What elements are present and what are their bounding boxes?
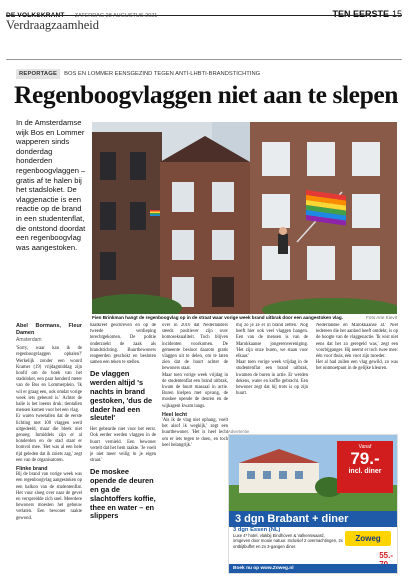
paragraph: mij zo je ze er in brand zetten.' Nog heeft hier ook veel vlaggen hangen. Een van de mensen is van de Marokkaanse jongerenvereniging. 'Het zijn onze buren, we staan voor elkaar.' bbox=[236, 323, 308, 360]
rubric-rule bbox=[6, 59, 402, 60]
subheading: Heel lecht bbox=[162, 411, 188, 418]
paragraph: haatkreet geschreven en op de tweede verdieping terechtgekomen. De politie onderzoekt de zaak als brandstichting. Buurtbewoners reageerden geschokt en besloten samen een teken te stellen. bbox=[90, 323, 156, 366]
price-value: 79.- bbox=[350, 449, 380, 468]
photo-credit: Foto Arie Kievit bbox=[366, 315, 397, 320]
rainbow-flag bbox=[306, 190, 346, 226]
column-3 bbox=[162, 323, 228, 575]
article-photo bbox=[92, 122, 397, 314]
advertisement-label: Advertentie bbox=[228, 429, 250, 434]
ad-footer-link[interactable]: Boek nu op www.Zoweg.nl bbox=[229, 564, 397, 573]
paragraph: 'Sorry, waar kan ik de regenboogvlaggen ophalen?' Werkelijk zonder een woord Kramer (19) vrijdagmiddag zijn hoofd om de hoek van het stadsloket, een paar honderd meter van de Bos en Lommerplein. 'Ik wil er graag een, ook omdat vorige week iets gebeurd is.' Achter de balie is het ineens druk: tientallen mensen komen voor het een vlag. bbox=[16, 346, 82, 414]
advertisement[interactable] bbox=[228, 434, 398, 574]
section-name bbox=[332, 9, 402, 19]
price-badge bbox=[337, 441, 393, 493]
column-5 bbox=[316, 323, 398, 427]
price-from: Vanaf bbox=[358, 444, 372, 450]
ad-info-text: Luxe 4* hotel, vlakbij Eindhoven & Valkenswaard, omgeven door mooie natuur. Inclusief 2 overnachtingen, 2x ontbijtbuffet en 2x 3-gangen diner. bbox=[233, 533, 343, 549]
pull-quote: De vlaggen werden altijd 's nachts in brand gestoken, 'dus de dader had een sleutel' bbox=[90, 369, 153, 423]
paragraph: Het gebeurde niet voor het eerst. Ook eerder werden vlaggen in de buurt vernield. Een bewoner vertelt dat het hem raakte. 'Je voelt je niet meer veilig in je eigen straat.' bbox=[90, 427, 156, 464]
newspaper-brand: DE VOLKSKRANT bbox=[6, 12, 65, 19]
ad-price-a: 55.- bbox=[379, 551, 393, 560]
paragraph: Bij de brand van vorige week was een regenboogvlag aangestoken op een balkon van de studentenflat. Het vuur sloeg over naar de gevel en verspreidde zich snel. Meerdere bewoners moesten het gebouw verlaten. Een bewoner raakte gewond. bbox=[16, 472, 82, 521]
byline-authors: Abel Bormans, Fleur Damen bbox=[16, 323, 82, 336]
paragraph: 'Als ik de vlag niet ophang, voelt het alsof ik wegkijk,' zegt een buurtbewoner. 'Het is heel lecht om er iets tegen te doen, en toch heel belangrijk.' bbox=[162, 418, 228, 448]
intro-text: In de Amsterdamse wijk Bos en Lommer wapperen sinds donderdag honderden regenboogvlaggen – gratis af te halen bij het stadsloket. De vlaggenactie is een reactie op de brand in een studentenflat, die ontstond doordat een regenboogvlag was aangestoken. bbox=[16, 118, 86, 252]
paragraph: Er waren tweetallen dat de eerste lichting met 100 vlaggen werd uitgedeeld, maar die bleek niet genoeg. Inmiddels zijn er al honderden en de stad staat er bomvol mee. 'Het was al een hele tijd geleden dat ik zoiets zag,' zegt een van de organisatoren. bbox=[16, 414, 82, 463]
photo-caption bbox=[92, 315, 397, 320]
ad-info bbox=[233, 528, 343, 549]
ad-banner: 3 dgn Brabant + diner bbox=[229, 511, 397, 527]
paragraph: Nederlandse en Marokkaanse af.' Niet iedereen die het aanbod heeft ontdekt, is op de hoogte van de vlaggenactie. 'Ik wist niet eens dat het zo geregeld was,' zegt een voorbijganger. Hij neemt er toch twee mee: één voor thuis, één voor zijn moeder. bbox=[316, 323, 398, 360]
price-subtitle: incl. diner bbox=[348, 468, 382, 475]
headline: Regenboogvlaggen niet aan te slepen bbox=[14, 80, 399, 109]
rubric-title: Verdraagzaamheid bbox=[6, 18, 99, 32]
column-2 bbox=[90, 323, 156, 575]
subheading: Flinke brand bbox=[16, 466, 48, 473]
masthead bbox=[6, 4, 402, 19]
photo-illustration bbox=[92, 122, 397, 314]
issue-date: ZATERDAG 28 AUGUSTUS 2021 bbox=[74, 13, 158, 19]
paragraph: Maar toen vorige week vrijdag in de studentenflat een brand uitbrak, kwam de buurt massaal in actie. Buren hielpen met opvang, de moskee opende de deuren en de wijkagent kwam langs. bbox=[162, 372, 228, 409]
top-rule bbox=[6, 15, 402, 16]
column-4 bbox=[236, 323, 308, 427]
paragraph: Maar toen vorige week vrijdag in de studentenflat een brand uitbrak, kwamen de buren in actie. Er werden dekens, water en koffie gebracht. Een bewoner zegt dat hij trots is op zijn buurt. bbox=[236, 360, 308, 397]
genre-label: REPORTAGE bbox=[16, 69, 60, 79]
byline-place: Amsterdam bbox=[16, 337, 42, 343]
pull-quote: De moskee opende de deuren en ga de slachtoffers koffie, thee en water – en slippers bbox=[90, 467, 156, 521]
page-number: 15 bbox=[391, 9, 402, 19]
section-title: TEN EERSTE bbox=[332, 9, 389, 19]
paragraph: Het al had zullen een vlag gewild, zo was het ontmoetpunt in de gelijke kleuren. bbox=[316, 360, 398, 372]
tagline-text: BOS EN LOMMER EENSGEZIND TEGEN ANTI-LHBTI-BRANDSTICHTING bbox=[64, 71, 261, 77]
article-tagline bbox=[16, 69, 260, 79]
column-1 bbox=[16, 323, 82, 575]
ad-info-heading: 3 dgn Essen (NL) bbox=[233, 527, 281, 533]
zoweg-logo: Zoweg bbox=[345, 531, 391, 546]
paragraph: over in 2016 dat Nederlanders steeds positiever zijn over homoseksualiteit. Toch blijven incidenten voorkomen. De gemeente besloot daarom gratis vlaggen uit te delen, om te laten zien dat de buurt achter de bewoners staat. bbox=[162, 323, 228, 372]
caption-text: Fien Brinkman hangt de regenboogvlag op in de straat waar vorige week brand uitbrak door een aangestoken vlag. bbox=[92, 315, 343, 320]
